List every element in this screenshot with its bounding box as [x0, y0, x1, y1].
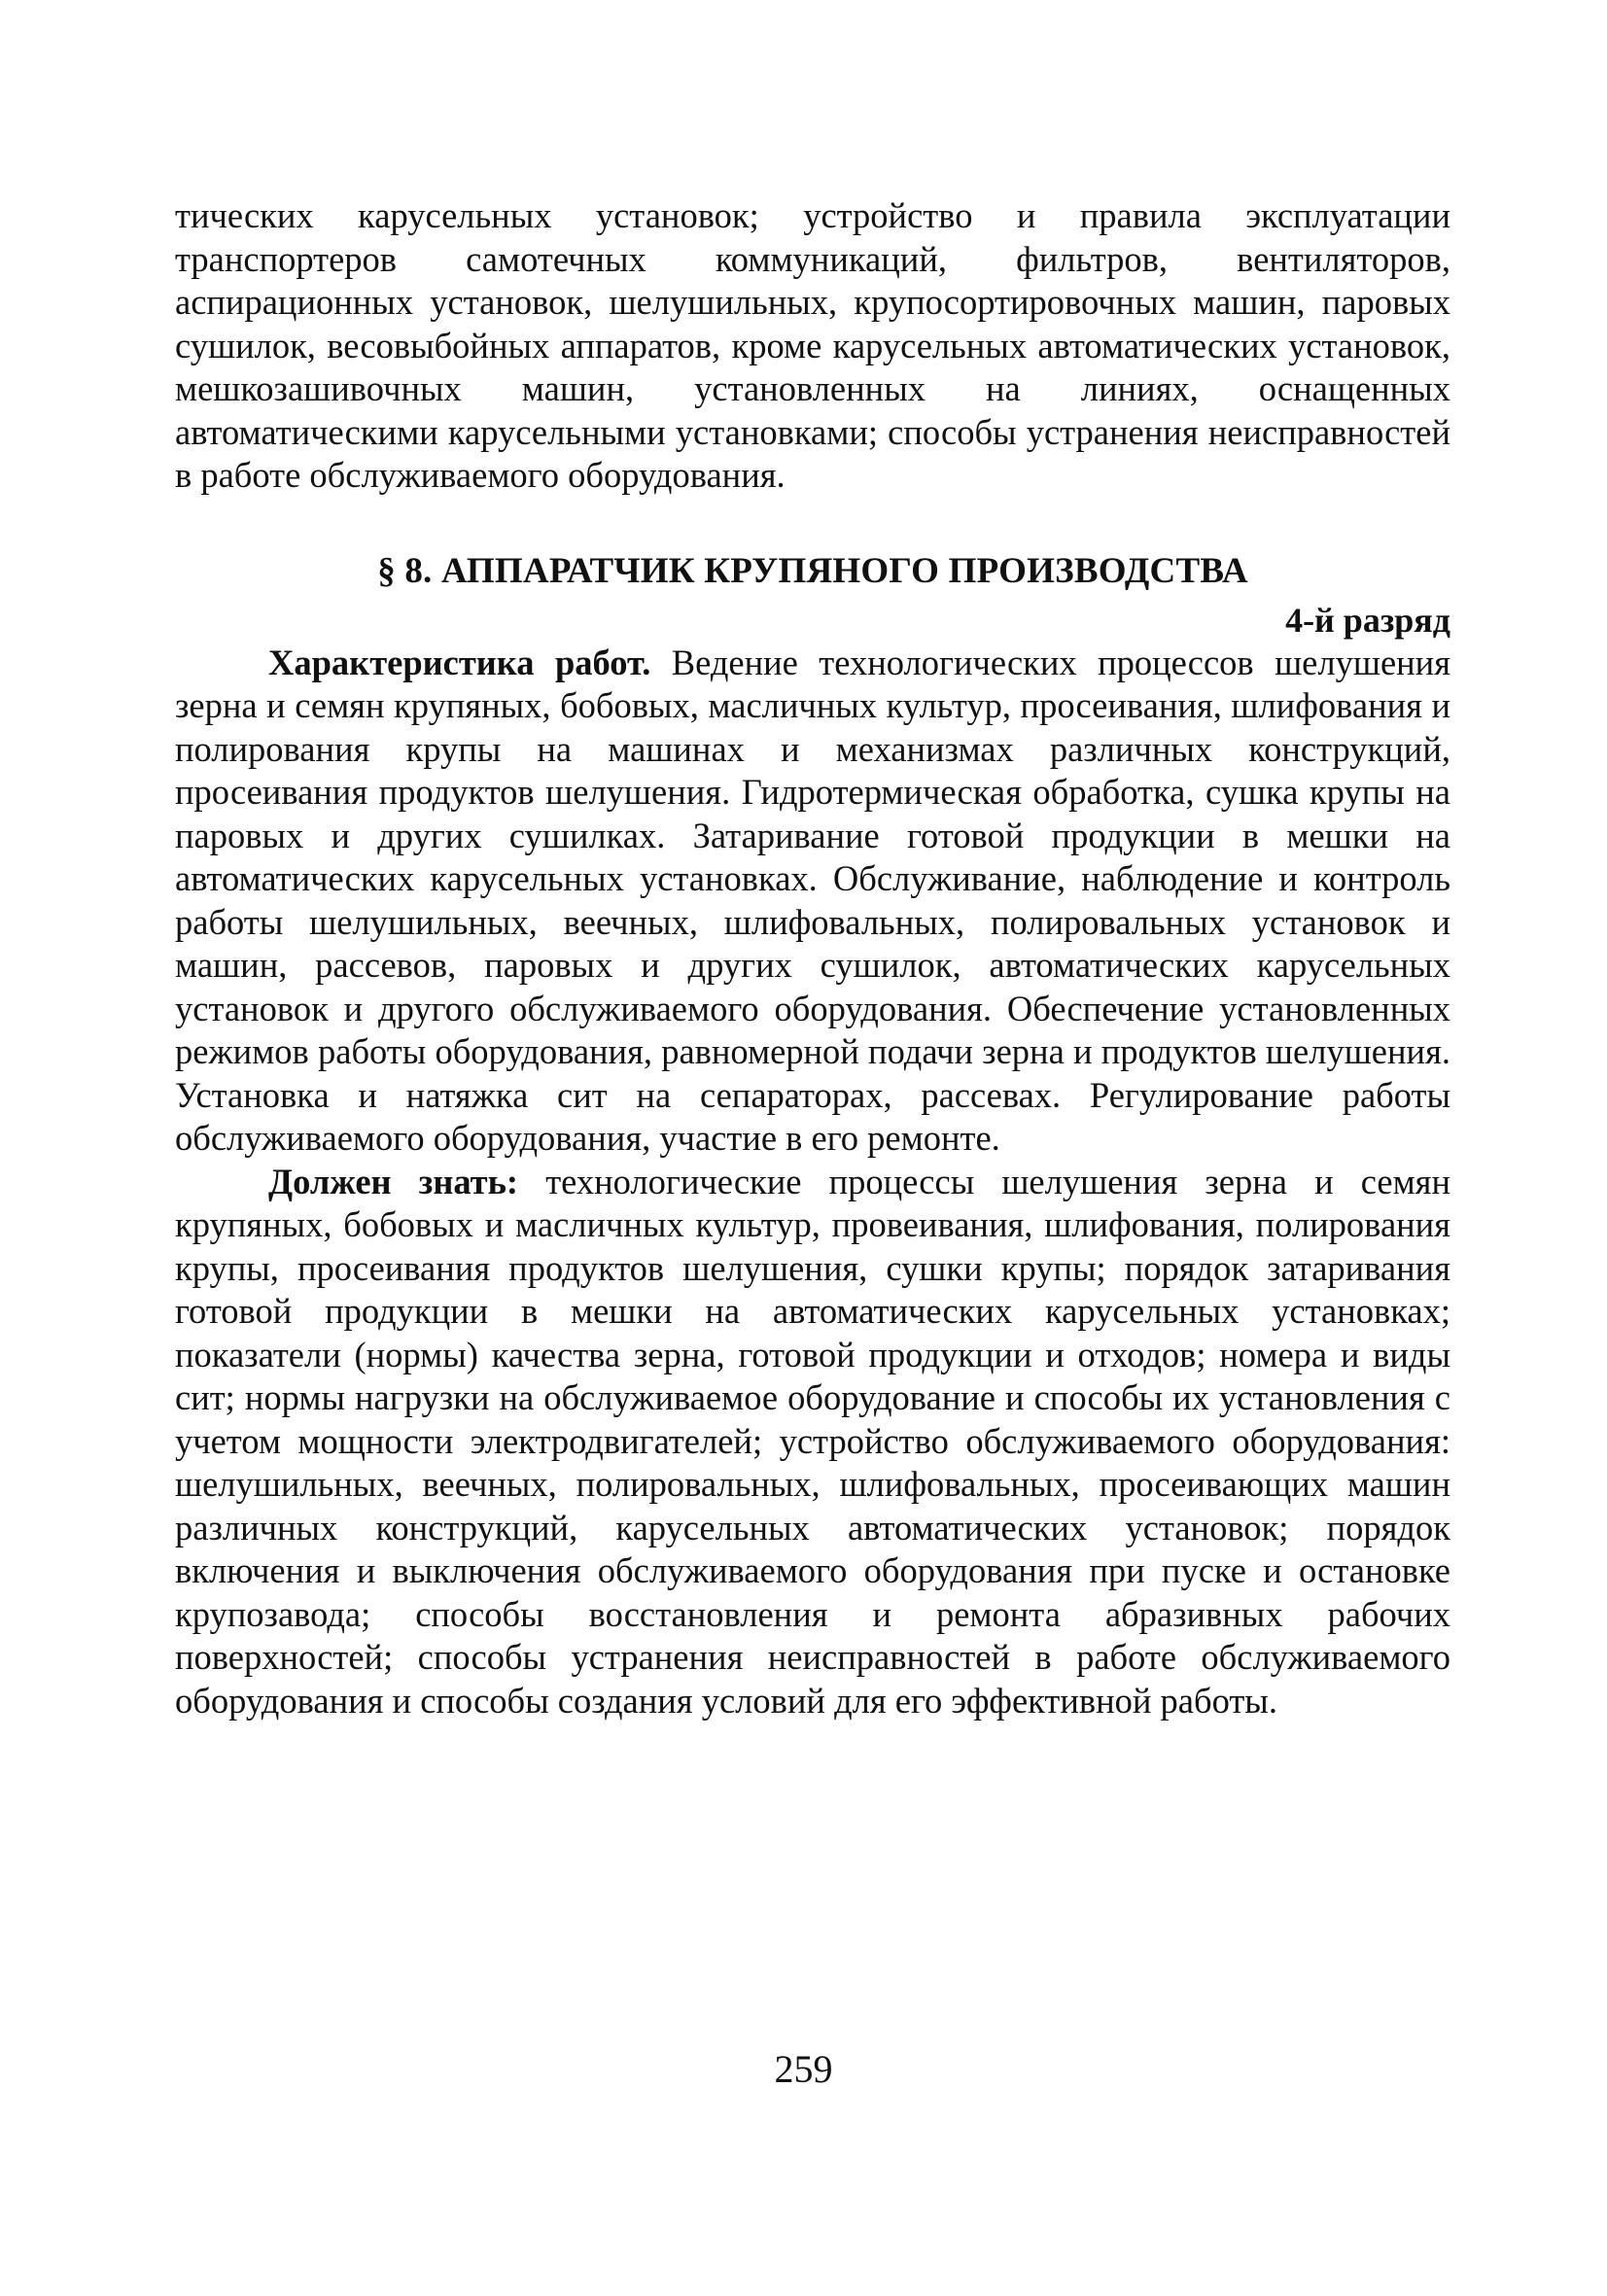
grade-label: 4-й разряд	[1285, 600, 1450, 640]
characteristics-paragraph	[175, 642, 1450, 1161]
must-know-text: технологические процессы шелушения зерна и семян крупяных, бобовых и масличных культур, провеивания, шлифования, полирования крупы, просеивания продуктов шелушения, сушки крупы; порядок затаривания готовой продукции в мешки на автоматических карусельных установках; показатели (нормы) качества зерна, готовой продукции и отходов; номера и виды сит; нормы нагрузки на обслуживаемое оборудование и способы их установления с учетом мощности электродвигателей; устройство обслуживаемого оборудования: шелушильных, веечных, полировальных, шлифовальных, просеивающих машин различных конструкций, карусельных автоматических установок; порядок включения и выключения обслуживаемого оборудования при пуске и остановке крупозавода; способы восстановления и ремонта абразивных рабочих поверхностей; способы устранения неисправностей в работе обслуживаемого оборудования и способы создания условий для его эффективной работы.	[175, 1161, 1450, 1721]
characteristics-text: Ведение технологических процессов шелушения зерна и семян крупяных, бобовых, масличных культур, просеивания, шлифования и полирования крупы на машинах и механизмах различных конструкций, просеивания продуктов шелушения. Гидротермическая обработка, сушка крупы на паровых и других сушилках. Затаривание готовой продукции в мешки на автоматических карусельных установках. Обслуживание, наблюдение и контроль работы шелушильных, веечных, шлифовальных, полировальных установок и машин, рассевов, паровых и других сушилок, автоматических карусельных установок и другого обслуживаемого оборудования. Обеспечение установленных режимов работы оборудования, равномерной подачи зерна и продуктов шелушения. Установка и натяжка сит на сепараторах, рассевах. Регулирование работы обслуживаемого оборудования, участие в его ремонте.	[175, 642, 1451, 1158]
must-know-paragraph	[175, 1161, 1450, 1723]
section-title: § 8. АППАРАТЧИК КРУПЯНОГО ПРОИЗВОДСТВА	[377, 550, 1248, 591]
must-know-lead: Должен знать:	[268, 1161, 519, 1201]
characteristics-lead: Характеристика работ.	[268, 642, 651, 682]
document-page	[175, 194, 1450, 1722]
continuation-paragraph: тических карусельных установок; устройство и правила эксплуатации транспортеров самотечных коммуникаций, фильтров, вентиляторов, аспирационных установок, шелушильных, крупосортировочных машин, паровых сушилок, весовыбойных аппаратов, кроме карусельных автоматических установок, мешкозашивочных машин, установленных на линиях, оснащенных автоматическими карусельными установками; способы устранения неисправностей в работе обслуживаемого оборудования.	[175, 195, 1450, 495]
page-number: 259	[774, 2047, 833, 2091]
